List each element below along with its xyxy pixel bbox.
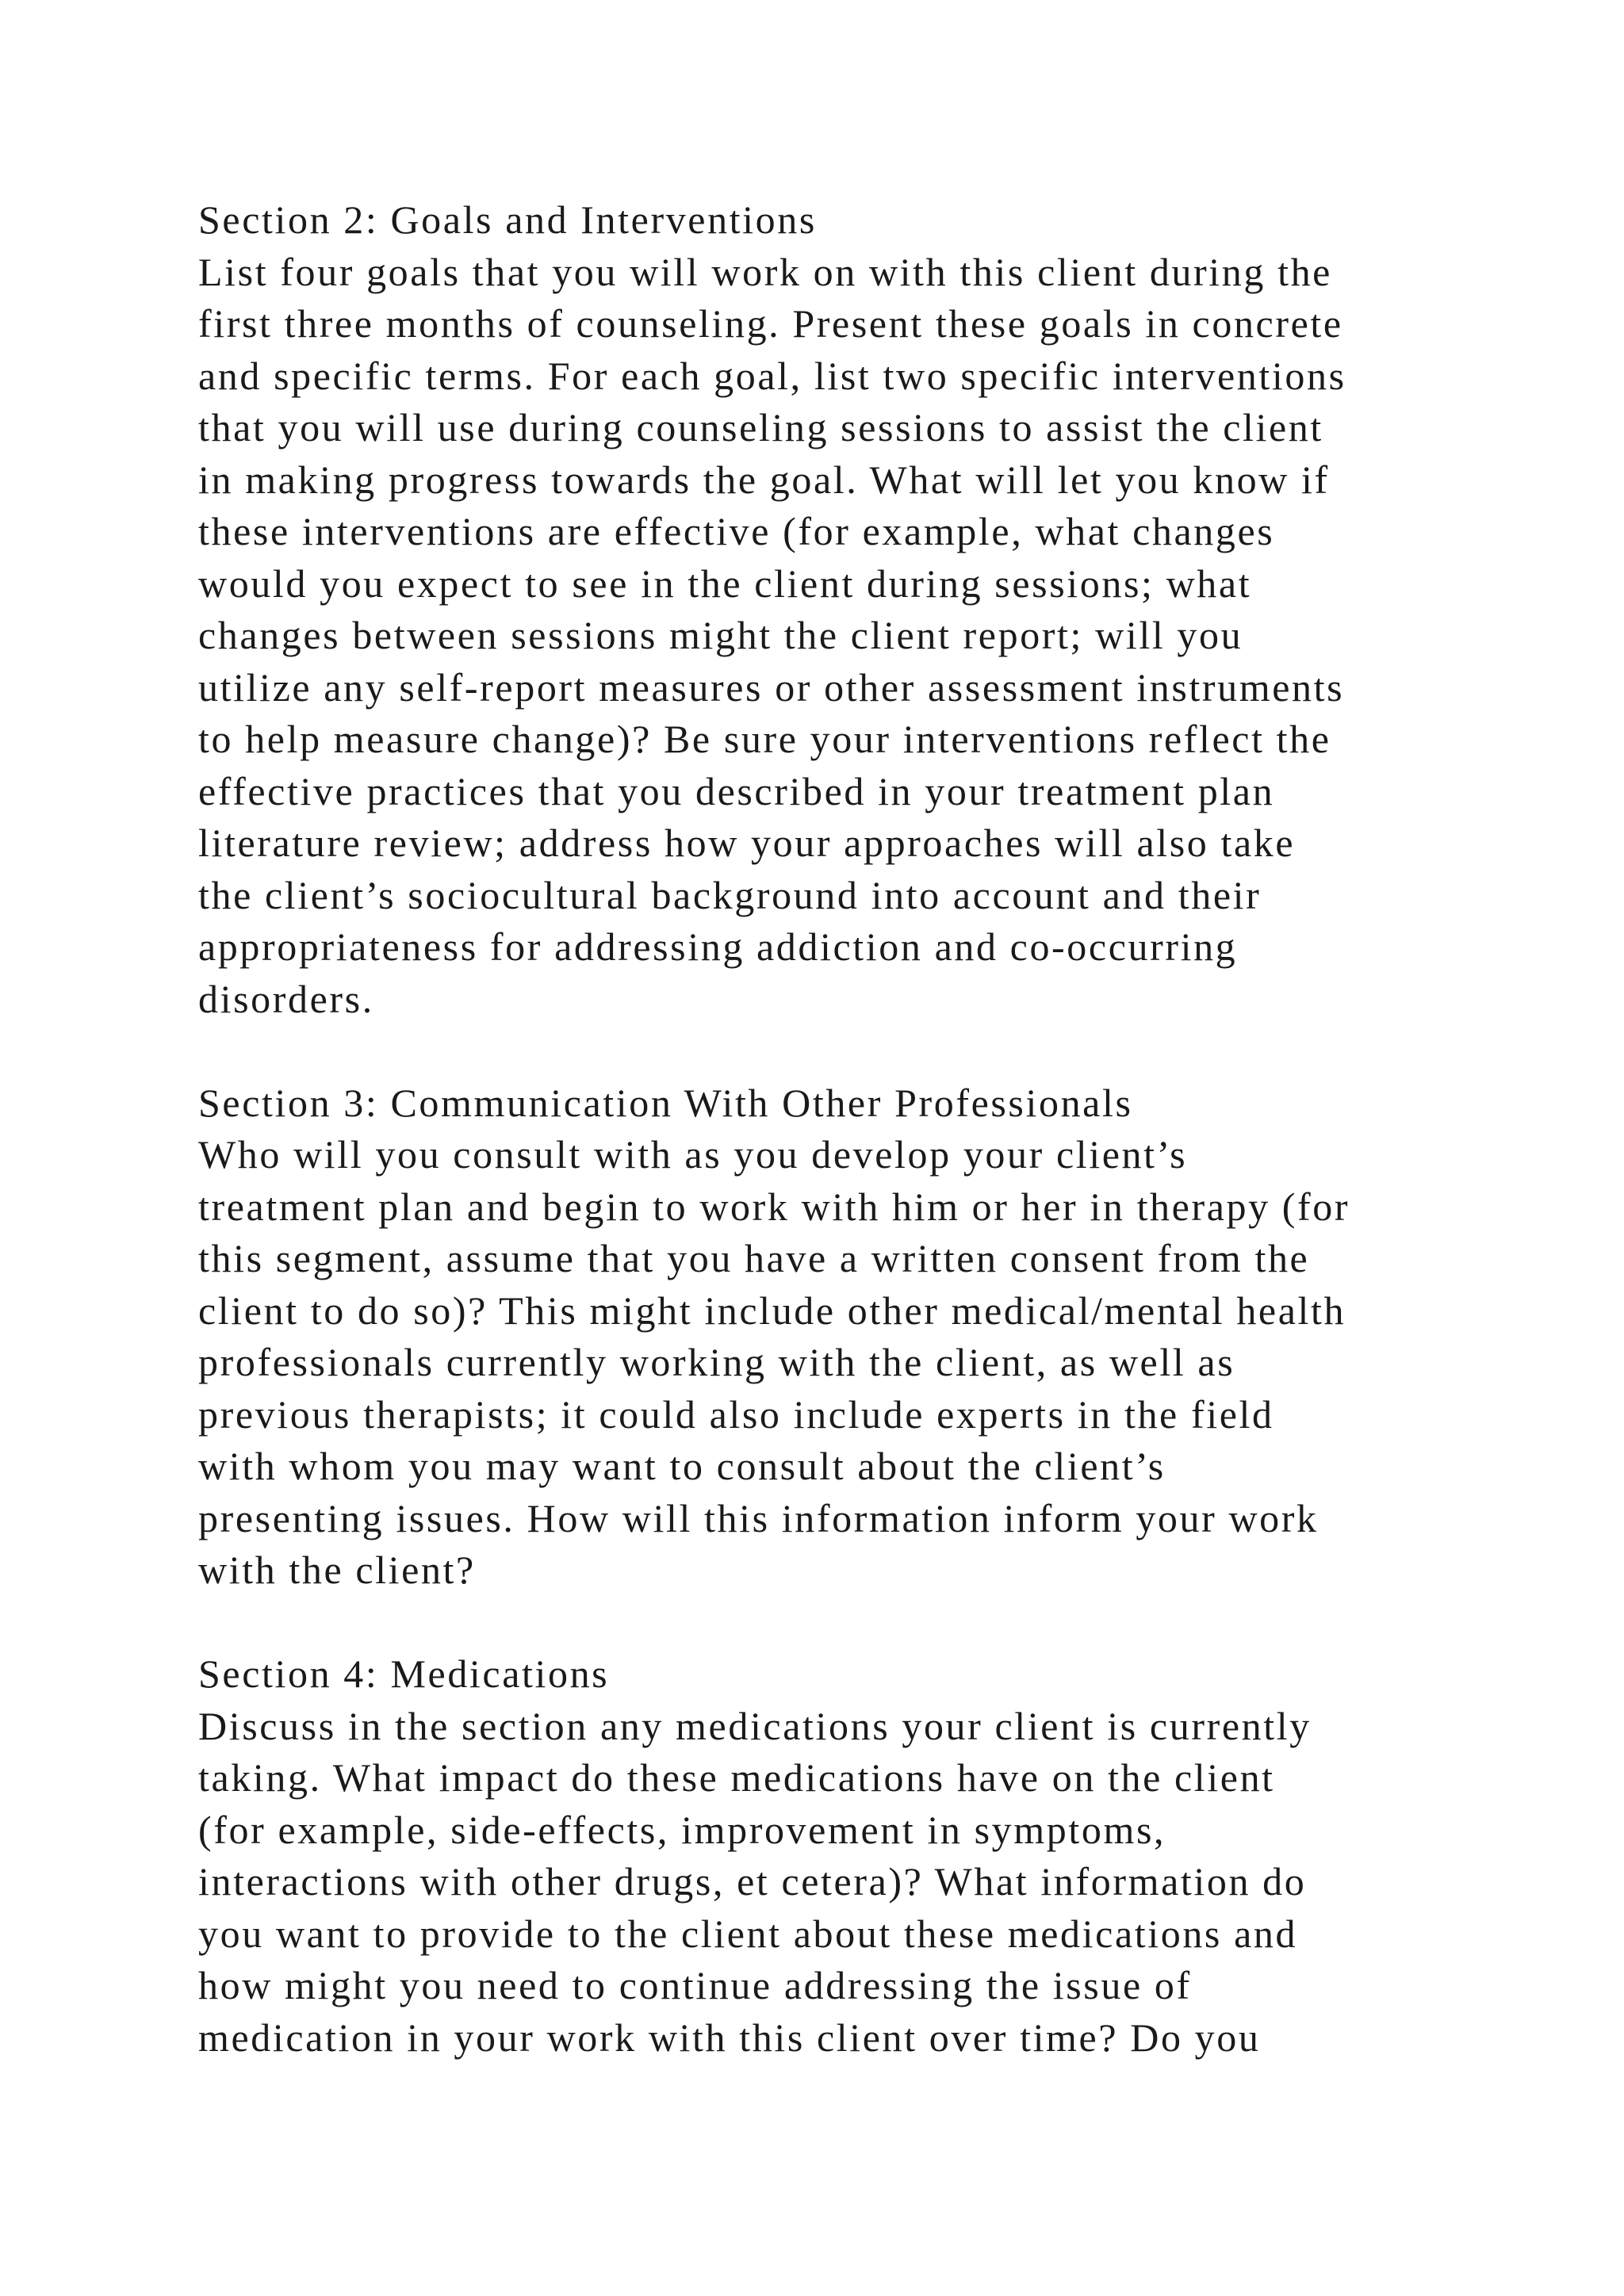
paragraph-line: taking. What impact do these medications have on the client	[198, 1755, 1275, 1800]
paragraph-line: disorders.	[198, 976, 374, 1021]
section-heading: Section 2: Goals and Interventions	[198, 197, 817, 242]
paragraph-line: the client’s sociocultural background into account and their	[198, 872, 1262, 917]
section-communication	[198, 1077, 1507, 1597]
paragraph-line: these interventions are effective (for example, what changes	[198, 509, 1275, 553]
paragraph-line: would you expect to see in the client during sessions; what	[198, 561, 1252, 606]
paragraph-line: changes between sessions might the client report; will you	[198, 613, 1243, 657]
paragraph-line: medication in your work with this client over time? Do you	[198, 2015, 1261, 2060]
document-body	[198, 194, 1507, 2116]
paragraph-line: Discuss in the section any medications your client is currently	[198, 1703, 1312, 1748]
paragraph-line: that you will use during counseling sessions to assist the client	[198, 405, 1323, 450]
paragraph-line: you want to provide to the client about these medications and	[198, 1911, 1298, 1956]
paragraph-line: to help measure change)? Be sure your interventions reflect the	[198, 717, 1331, 761]
section-medications	[198, 1648, 1507, 2064]
paragraph-line: Who will you consult with as you develop your client’s	[198, 1132, 1188, 1177]
paragraph-line: client to do so)? This might include other medical/mental health	[198, 1288, 1346, 1333]
paragraph-line: professionals currently working with the client, as well as	[198, 1340, 1235, 1384]
paragraph-line: presenting issues. How will this information inform your work	[198, 1495, 1319, 1540]
paragraph-line: this segment, assume that you have a written consent from the	[198, 1236, 1310, 1280]
paragraph-line: utilize any self-report measures or other assessment instruments	[198, 664, 1345, 710]
paragraph-line: first three months of counseling. Present these goals in concrete	[198, 301, 1343, 346]
paragraph-line: previous therapists; it could also include experts in the field	[198, 1391, 1274, 1437]
paragraph-line: appropriateness for addressing addiction and co-occurring	[198, 924, 1238, 969]
paragraph-line: how might you need to continue addressing the issue of	[198, 1963, 1192, 2007]
paragraph-line: List four goals that you will work on with this client during the	[198, 249, 1332, 294]
paragraph-line: and specific terms. For each goal, list two specific interventions	[198, 353, 1346, 398]
paragraph-line: interactions with other drugs, et cetera)? What information do	[198, 1859, 1307, 1904]
paragraph-line: effective practices that you described in your treatment plan	[198, 768, 1275, 813]
section-heading: Section 4: Medications	[198, 1651, 610, 1696]
section-heading: Section 3: Communication With Other Professionals	[198, 1080, 1133, 1125]
section-goals-interventions	[198, 194, 1507, 1025]
paragraph-line: literature review; address how your approaches will also take	[198, 821, 1296, 865]
paragraph-line: in making progress towards the goal. What will let you know if	[198, 457, 1330, 502]
paragraph-line: treatment plan and begin to work with him or her in therapy (for	[198, 1184, 1350, 1229]
paragraph-line: (for example, side-effects, improvement in symptoms,	[198, 1807, 1166, 1852]
paragraph-line: with the client?	[198, 1548, 476, 1592]
paragraph-line: with whom you may want to consult about the client’s	[198, 1444, 1166, 1488]
